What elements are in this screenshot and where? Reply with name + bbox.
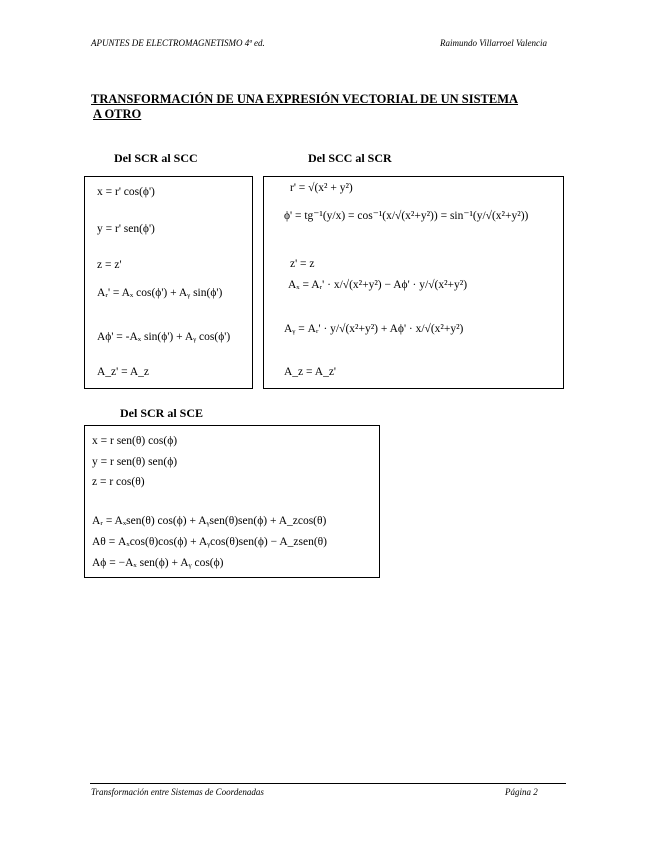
equation-r-text: r' = √(x² + y²)	[290, 182, 353, 194]
header-left: APUNTES DE ELECTROMAGNETISMO 4ª ed.	[91, 38, 265, 48]
equation-y-sph: y = r sen(θ) sen(ϕ)	[92, 456, 178, 468]
footer-rule	[90, 783, 566, 784]
equation-z: z = z'	[97, 259, 122, 271]
equation-phi	[284, 208, 528, 222]
equation-ay-text: Aᵧ = Aᵣ' · y/√(x²+y²) + Aϕ' · x/√(x²+y²)	[284, 323, 464, 335]
footer-left: Transformación entre Sistemas de Coordenadas	[91, 787, 264, 797]
equation-x-sph: x = r sen(θ) cos(ϕ)	[92, 435, 178, 447]
equation-aphi: Aϕ' = -Aₓ sin(ϕ') + Aᵧ cos(ϕ')	[97, 331, 231, 343]
equation-ax	[288, 279, 467, 291]
equation-az-prime: A_z = A_z'	[284, 366, 336, 378]
footer-page-number: Página 2	[505, 787, 538, 797]
equation-aphi-sph: Aϕ = −Aₓ sen(ϕ) + Aᵧ cos(ϕ)	[92, 557, 224, 569]
header-right: Raimundo Villarroel Valencia	[440, 38, 547, 48]
section-heading-scr-sce: Del SCR al SCE	[120, 406, 204, 420]
box-scr-to-sce	[84, 425, 380, 578]
equation-ar-sph: Aᵣ = Aₓsen(θ) cos(ϕ) + Aᵧsen(θ)sen(ϕ) + A_zcos(θ)	[92, 515, 327, 527]
box-scc-to-scr	[263, 176, 564, 389]
equation-ay	[284, 323, 463, 335]
equation-atheta-sph: Aθ = Aₓcos(θ)cos(ϕ) + Aᵧcos(θ)sen(ϕ) − A_zsen(θ)	[92, 536, 327, 548]
equation-r	[290, 182, 353, 194]
equation-ax-text: Aₓ = Aᵣ' · x/√(x²+y²) − Aϕ' · y/√(x²+y²)	[288, 279, 468, 291]
section-heading-scr-scc: Del SCR al SCC	[114, 151, 198, 165]
equation-ar: Aᵣ' = Aₓ cos(ϕ') + Aᵧ sin(ϕ')	[97, 287, 223, 299]
equation-z-prime: z' = z	[290, 258, 315, 270]
page-title-line1: TRANSFORMACIÓN DE UNA EXPRESIÓN VECTORIAL DE UN SISTEMA	[91, 92, 519, 106]
section-heading-scc-scr: Del SCC al SCR	[308, 151, 392, 165]
equation-phi-text: ϕ' = tg⁻¹(y/x) = cos⁻¹(x/√(x²+y²)) = sin⁻¹(y/√(x²+y²))	[284, 210, 529, 222]
equation-az: A_z' = A_z	[97, 366, 149, 378]
box-scr-to-scc	[84, 176, 253, 389]
equation-z-sph: z = r cos(θ)	[92, 476, 145, 488]
equation-x: x = r' cos(ϕ')	[97, 186, 155, 198]
equation-y: y = r' sen(ϕ')	[97, 223, 155, 235]
page-title-line2: A OTRO	[93, 107, 142, 121]
